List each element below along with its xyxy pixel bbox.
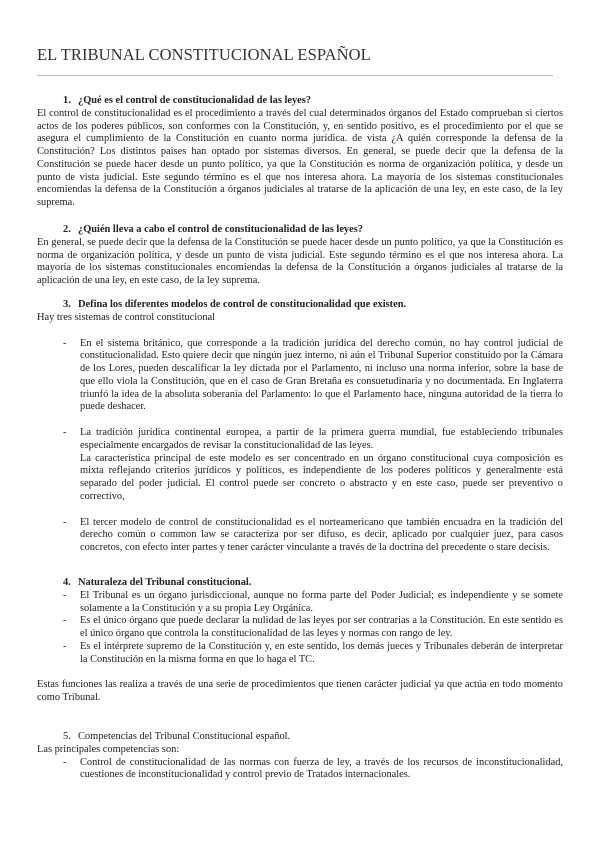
list-item-text: El tercer modelo de control de constitucionalidad es el norteamericano que también encuadra en la tradición del derecho común o common law se caracteriza por ser difuso, es decir, aplicado por cualquier juez, para casos concretos, con efecto inter partes y tener carácter vinculante a través de la doctrina del precedente o stare decisis. [80,516,563,553]
section-heading [37,95,563,108]
section-4 [37,577,563,705]
paragraph: En general, se puede decir que la defensa de la Constitución se puede hacer desde un punto político, ya que la Constitución es norma de organización política, y desde un punto de vista judicial. Este segundo término es el que nos interesa ahora. La mayoría de los sistemas constitucionales encomiendas la defensa de la Constitución a órganos judiciales al tratarse de la aplicación de una ley, en este caso, de la ley suprema. [37,236,563,286]
section-heading-text: Competencias del Tribunal Constitucional español. [78,731,291,742]
paragraph: Estas funciones las realiza a través de una serie de procedimientos que tienen carácter judicial ya que actúa en todo momento como Tribunal. [37,679,563,703]
bullet-dash: - [63,427,67,438]
list-item [37,615,563,641]
bullet-dash: - [63,756,67,768]
section-5 [37,731,563,782]
section-heading-text: Defina los diferentes modelos de control de constitucionalidad que existen. [78,299,407,310]
list-item-text: Control de constitucionalidad de las normas con fuerza de ley, a través de los recursos de inconstitucionalidad, cuestiones de inconstitucionalidad y control previo de Tratados internacionales. [80,756,563,781]
paragraph: Las principales competencias son: [37,743,180,755]
section-number: 3. [63,299,71,310]
list-item-text: La característica principal de este modelo es ser concentrado en un órgano constitucional cuya composición es mixta reflejando criterios jurídicos y políticos, es independiente de los poderes políticos y generalmente está separado del poder judicial. El control puede ser concreto o abstracto y en este caso, puede ser preventivo o correctivo, [80,452,563,502]
bullet-dash: - [63,615,67,627]
list-item [37,757,563,783]
section-number: 1. [63,95,71,106]
section-3 [37,299,563,555]
section-heading [37,299,563,312]
paragraph: El control de constitucionalidad es el procedimiento a través del cual determinados órganos del Estado comprueban si ciertos actos de los poderes públicos, son conformes con la Constitución, y, en sentido positivo, es el procedimiento por el que se asegura el cumplimiento de la Constitución en cuanto norma jurídica. de vista ¿A quién corresponde la defensa de la Constitución? Los distintos países han optado por sistemas diversos. En general, se puede decir que la defensa de la Constitución se puede hacer desde un punto político, ya que la Constitución es norma de organización política, y desde un punto de vista judicial. Este segundo término es el que nos interesa ahora. La mayoría de los sistemas constitucionales encomiendas la defensa de la Constitución a órganos judiciales al tratarse de la aplicación de una ley, en este caso, de la ley suprema. [37,107,563,208]
list-item-text: Es el intérprete supremo de la Constitución y, en este sentido, los demás jueces y Tribunales deberán de interpretar la Constitución en la misma forma en que lo haga el TC. [80,640,563,665]
bullet-dash: - [63,337,67,349]
section-number: 2. [63,224,71,235]
bullet-dash: - [63,589,67,601]
bullet-dash: - [63,640,67,652]
section-heading [37,731,563,744]
section-2 [37,224,563,288]
list-item-text: El Tribunal es un órgano jurisdiccional, aunque no forma parte del Poder Judicial; es independiente y se somete solamente a la Constitución y a su propia Ley Orgánica. [80,589,563,614]
list-item [37,427,563,504]
section-heading [37,577,563,590]
list-item [37,517,563,555]
section-number: 5. [63,731,71,742]
document-title: EL TRIBUNAL CONSTITUCIONAL ESPAÑOL [37,45,371,64]
list-item [37,338,563,415]
section-heading-text: ¿Qué es el control de constitucionalidad de las leyes? [78,95,312,106]
section-heading-text: Naturaleza del Tribunal constitucional. [78,577,252,588]
paragraph: Hay tres sistemas de control constitucional [37,311,216,323]
section-1 [37,95,563,210]
list-item-text: En el sistema británico, que corresponde a la tradición jurídica del derecho común, no hay control judicial de constitucionalidad. Esto quiere decir que ningún juez interno, ni aún el Tribunal Superior constituido por la Cámara de los Lores, pueden descalificar la ley dictada por el Parlamento, ni incluso una norma inferior, sobre la base de que ello viola la Constitución, que en el caso de Gran Bretaña es consuetudinaria y no documentada. En Inglaterra triunfó la idea de la absoluta soberanía del Parlamento: lo que el Parlamento hace, ninguna autoridad de la tierra lo puede deshacer. [80,337,563,413]
section-heading-text: ¿Quién lleva a cabo el control de constitucionalidad de las leyes? [78,224,363,235]
list-item [37,590,563,616]
bullet-dash: - [63,516,67,528]
list-item-text: Es el único órgano que puede declarar la nulidad de las leyes por ser contrarias a la Constitución. En este sentido es el único órgano que controla la constitucionalidad de las leyes y normas con rango de ley. [80,615,563,639]
section-number: 4. [63,577,71,588]
list-item [37,641,563,667]
title-divider [37,75,553,76]
list-item-text: La tradición jurídica continental europea, a partir de la primera guerra mundial, fue estableciendo tribunales especialmente encargados de revisar la constitucionalidad de las leyes. [80,427,563,451]
section-heading [37,224,563,237]
